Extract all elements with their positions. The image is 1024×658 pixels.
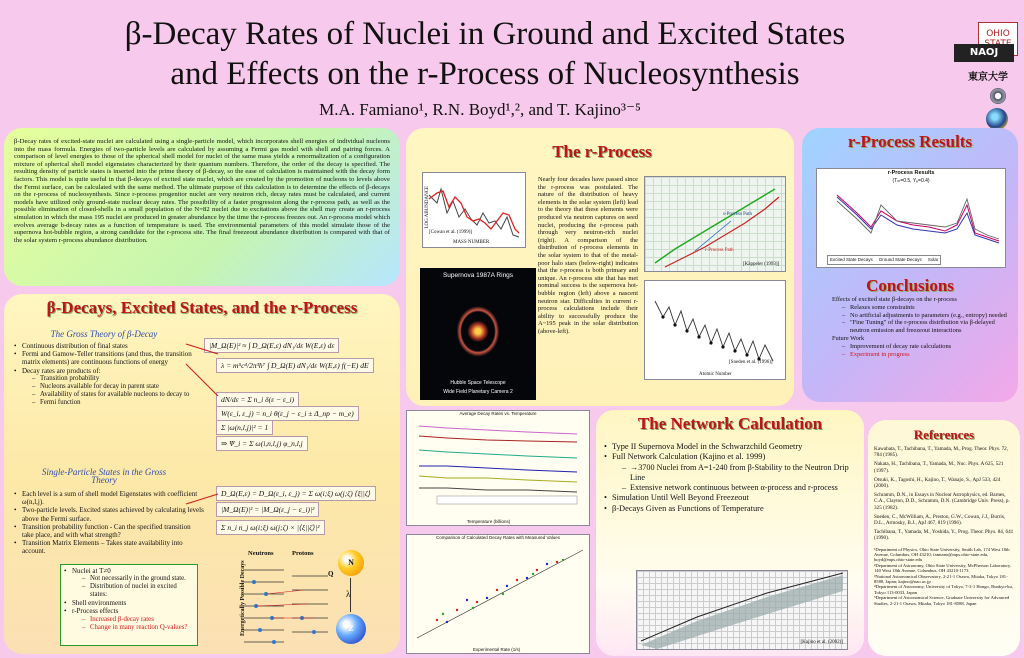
energy-level-diagram — [228, 550, 338, 650]
halo-caption: [Sneden et al. (1996)] — [729, 360, 773, 365]
halo-star-chart — [644, 280, 786, 380]
equation-wavefunction: ⇒ Ψ_i = Σ ω(i,n,l,j) φ_n,l,j — [216, 436, 308, 451]
equation-sum: Σ n_i n_j ω(i;ξ) ω(j;ζ) × |⟨ξ||ζ⟩|² — [216, 520, 325, 535]
abundance-xlabel: MASS NUMBER — [453, 240, 490, 245]
naoj-logo: NAOJ — [954, 44, 1014, 62]
references-list — [874, 446, 1014, 542]
list-item: • Transition probability function - Can the specified transition take place, and with what strength? — [14, 523, 204, 539]
tokyo-university-logo: 東京大学 — [968, 72, 1008, 83]
single-particle-list — [14, 490, 204, 556]
list-item: • Two-particle levels. Excited states achieved by calculating levels above the Fermi surface. — [14, 506, 204, 522]
conclusions-list: Effects of excited state β-decays on the r-process – Relaxes some constraints – No artificial adjustments to parameters (e.g., entropy) needed – "Fine Tuning" of the r-process distribution via β-delayed neutron emission and freezeout interactions Future Work – Improvement of decay rate calculations – Experiment in progress — [832, 296, 1012, 358]
list-item: • r-Process effects – Increased β-decay rates – Change in many reaction Q-values? — [64, 607, 194, 631]
legend-item: Excited State Decays — [830, 256, 873, 262]
z-nucleus-icon: Z — [336, 614, 366, 644]
decay-arrow-icon — [350, 578, 351, 612]
decay-rate-plot — [407, 416, 589, 516]
reference-item: Tachibana, T., Yamada, M., Yoshida, Y., Prog. Theor. Phys. 84, 641 (1990). — [874, 529, 1014, 542]
results-panel — [802, 128, 1018, 402]
list-item: – No artificial adjustments to parameters (e.g., entropy) needed — [842, 312, 1012, 320]
reference-item: Sneden, C., McWilliam, A., Preston, G.W., Cowan, J.J., Burris, D.L., Armosky, B.J., ApJ 467, 819 (1996). — [874, 513, 1006, 527]
equation-form-factor: D_Ω(E,ε) = D_Ω(ε_i, ε_j) = Σ ω(i;ξ) ω(j;ζ) ⟨ξ||ζ⟩ — [216, 486, 376, 501]
q-label: Q — [328, 570, 334, 578]
list-item: • Fermi and Gamow-Teller transitions (and thus, the transition matrix elements) are continuous functions of energy — [14, 350, 204, 366]
r-process-path-chart — [644, 176, 786, 272]
level-lines — [244, 560, 334, 650]
chart1-title: Average Decay Rates vs. Temperature — [459, 411, 537, 416]
scatter-plot — [407, 540, 589, 644]
equation-matrix-squared: |M_Ω(E)|² = |M_Ω(ε_j − ε_i)|² — [216, 502, 319, 517]
equation-normalization: Σ |ω(n,l,j)|² = 1 — [216, 420, 273, 435]
list-item: – Change in many reaction Q-values? — [82, 624, 194, 632]
network-list — [596, 438, 864, 518]
references-heading: References — [913, 427, 975, 442]
list-item: – Availability of states for available nucleons to decay to — [32, 391, 204, 399]
title-line-1: β-Decay Rates of Nuclei in Ground and Excited States — [124, 16, 846, 52]
lambda-label: λ — [346, 589, 351, 599]
title-line-2: and Effects on the r-Process of Nucleosynthesis — [170, 56, 800, 92]
affiliation-item: ⁵Department of Astronomical Science, Graduate University for Advanced Studies, 2-21-1 Osawa, Mitaka, Tokyo 181-8588, Japan — [874, 595, 1010, 606]
equation-density: dN/dε = Σ n_i δ(ε − ε_i) — [216, 392, 299, 407]
equation-transition: W(ε_i, ε_j) = n_i θ(ε_j − ε_i ± Δ_np − m_e) — [216, 406, 359, 421]
supernova-image — [420, 268, 536, 400]
path-caption: [Käppeler (1993)] — [743, 262, 780, 267]
legend-item: Ground State Decays — [878, 256, 922, 262]
r-process-panel — [406, 128, 794, 406]
single-particle-subheading: Single-Particle States in the Gross Theory — [41, 467, 167, 486]
reference-item: Kawabata, T., Tachibana, T., Yamada, M., Prog. Theor. Phys. 72, 784 (1985). — [874, 446, 1009, 459]
globe-emblem-icon — [986, 108, 1008, 130]
n-nucleus-icon: N — [338, 550, 364, 576]
list-item: – Not necessarily in the ground state. — [82, 575, 194, 583]
references-panel — [868, 420, 1020, 656]
list-item: – "Fine Tuning" of the r-process distribution via β-delayed neutron emission and freezeout interactions — [842, 319, 1012, 335]
list-item: • Each level is a sum of shell model Eigenstates with coefficient ω(n,l,j). — [14, 490, 204, 506]
equation-decay-rate: λ = m⁵c⁴/2π³ħ⁷ ∫ D_Ω(E) dN₁/dε W(E,ε) f(−E) dE — [216, 358, 374, 373]
supernova-caption: Hubble Space Telescope Wide Field Planetary Camera 2 — [443, 380, 513, 395]
list-item: – Distribution of nuclei in excited states: — [82, 583, 194, 599]
list-item: – Extensive network continuous between α-process and r-process — [622, 483, 856, 493]
list-item: – Improvement of decay rate calculations — [842, 343, 1012, 351]
decay-rate-temperature-chart — [406, 410, 590, 526]
list-item: • Nuclei at T≠0 – Not necessarily in the ground state. – Distribution of nuclei in excited states: — [64, 567, 194, 599]
list-item: – Transition probability — [32, 375, 204, 383]
list-item: • Continuous distribution of final states — [14, 342, 204, 350]
abstract-panel — [4, 128, 400, 286]
network-heading: The Network Calculation — [637, 414, 823, 433]
nuclide-chart — [636, 570, 848, 650]
poster-title — [40, 14, 930, 94]
protons-label: Protons — [292, 550, 314, 557]
abundance-caption: [Cowan et al. (1999)] — [429, 230, 473, 235]
diagram-ylabel: Energetically Possible Decays — [239, 560, 246, 637]
abstract-text: β-Decay rates of excited-state nuclei are calculated using a single-particle model, which incorporates shell energies of individual nucleons into the mass formula. Energies of two-particle levels are calculated by assuming a Fermi gas model with shell and pairing forces. A comparison of level energies to those of the spherical shell model for nuclei of the same mass yields a renormalization of a configuration mixture of spherical shell model eigenstates characterized by their quantum numbers. Therefore, the order of the decay is specified. The resulting density of particle states is inserted into the prime theory of β-decay, so the ease of calculation is maintained with the decay form factors. This model is quite useful in that β-decays of excited state nuclei, which are created by the promotion of nucleons to levels above the Fermi surface, can be calculated with the same method. The ultimate purpose of this calculation is to determine the effects of β-decays on the r-process of nucleosynthesis. Since r-process progenitor nuclei are very neutron rich, decay rates must be calculated, and current models have utilized only ground-state nuclear decay rates. The possibility of a faster progression along the r-process path, as well as the possible elimination of closed-shells in a small population of the N=82 nuclei due to excitations above the shell may create an r-process simulation in which the mass 195 nuclei are produced in greater abundance by the time the r-process freezes out. An r-process model which evolves average b-decay rates as a function of temperature is used. The environmental parameters of this model simulate those of the supernova hot-bubble region, a strong candidate for the r-process site. The final freezeout abundance distribution is compared with that of the solar system r-process abundance distribution. — [14, 138, 390, 244]
list-item: – Increased β-decay rates — [82, 616, 194, 624]
list-item: – Relaxes some constraints — [842, 304, 1012, 312]
r-process-text: Nearly four decades have passed since the r-process was postulated. The nature of the distribution of heavy elements in the solar system (left) lead to the theory that these elements were produced via neutron captures on seed nuclei, producing the r-process path through very neutron-rich nuclei (right). A comparison of the distribution of r-process elements in the solar system to that of the metal-poor halo stars (below-right) indicates that the r-process is both primary and unique. An r-process site that has met nominal success is the supernova hot-bubble region (left) above a nascent neutron star. Difficulties in current r-process calculations include their ability to successfully produce the A~195 peak in the solar distribution (above-left). — [538, 176, 638, 335]
r-process-heading: The r-Process — [552, 142, 652, 161]
list-item: • Shell environments — [64, 599, 194, 607]
r-process-label: r-Process Path — [705, 248, 734, 253]
author-list: M.A. Famiano¹, R.N. Boyd¹,², and T. Kajino³⁻⁵ — [319, 100, 641, 119]
reference-item: Nakata, H., Tachibana, T., Yamada, M., Nuc. Phys. A 625, 521 (1997). — [874, 461, 1004, 474]
s-process-label: s-Process Path — [723, 212, 753, 217]
list-item: • Decay rates are products of: – Transition probability – Nucleons available for decay in parent state – Availability of states for available nucleons to decay to – Fermi function — [14, 367, 204, 407]
results-chart-title: r-Process Results — [887, 170, 935, 176]
solar-abundance-chart — [422, 172, 526, 248]
affiliations-list — [874, 547, 1014, 606]
conclusions-heading: Conclusions — [866, 276, 954, 295]
results-chart — [816, 168, 1006, 268]
affiliation-item: ²Department of Astronomy, Ohio State University, McPherson Laboratory, 140 West 18th Avenue, Columbus, OH 43210-1173 — [874, 562, 1011, 574]
list-item: • β-Decays Given as Functions of Temperature — [604, 504, 856, 514]
results-plot — [817, 185, 1005, 255]
arrow-lines — [184, 334, 224, 514]
results-heading: r-Process Results — [847, 132, 973, 151]
supernova-title: Supernova 1987A Rings — [442, 272, 514, 279]
list-item: – Fermi function — [32, 399, 204, 407]
legend-item: Solar — [927, 256, 939, 262]
affiliation-item: ⁴Department of Astronomy, University of Tokyo, 7-3-1 Hongo, Bunkyo-ku, Tokyo 113-0033, Japan — [874, 584, 1013, 595]
chart2-title: Comparison of Calculated Decay Rates with Measured Values — [436, 535, 560, 540]
list-item: – Experiment in progress — [842, 351, 1012, 359]
list-item: • Transition Matrix Elements – Takes state availability into account. — [14, 539, 204, 555]
abundance-ylabel: LOG ABUNDANCE — [424, 185, 430, 229]
neutrons-label: Neutrons — [248, 550, 274, 557]
rate-comparison-chart — [406, 534, 590, 654]
decays-panel — [4, 294, 400, 654]
list-item: • Simulation Until Well Beyond Freezeout — [604, 493, 856, 503]
chart3-caption: [Kajino et al. (2002)] — [800, 639, 843, 645]
gear-emblem-icon — [990, 88, 1006, 104]
list-item: • Type II Supernova Model in the Schwarzchild Geometry — [604, 442, 856, 452]
reference-item: Otsuki, K., Tagoshi, H., Kajino, T., Wanajo, S., ApJ 533, 424 (2000). — [874, 476, 1001, 490]
chart1-xlabel: Temperature (billions) — [467, 519, 511, 524]
list-item: • Full Network Calculation (Kajino et al. 1999) – →3700 Nuclei from A=1-240 from β-Stability to the Neutron Drip Line – Extensive network continuous between α-process and r-process — [604, 452, 856, 493]
gross-theory-list — [14, 342, 204, 407]
gross-theory-subheading: The Gross Theory of β-Decay — [50, 329, 158, 339]
affiliation-item: ¹Department of Physics, Ohio State University, Smith Lab, 174 West 18th Avenue, Columbus, OH 43210; famiano@mps.ohio-state.edu, boyd@mps.ohio-state.edu — [874, 546, 1010, 563]
path-plot — [645, 177, 785, 271]
results-chart-subtitle: (Tₘ=0.5, Yₑ=0.4) — [892, 178, 930, 185]
nucleus-diagram — [330, 550, 378, 646]
summary-box — [60, 564, 198, 646]
chart2-xlabel: Experimental Rate (1/s) — [473, 647, 521, 652]
network-panel — [596, 410, 864, 656]
nuclide-plot — [637, 571, 847, 649]
list-item: – Nucleons available for decay in parent state — [32, 383, 204, 391]
results-legend — [827, 255, 941, 265]
equation-matrix-element: |M_Ω(E)|² ≈ ∫ D_Ω(E,ε) dN₁/dε W(E,ε) dε — [204, 338, 339, 353]
list-item: – →3700 Nuclei from A=1-240 from β-Stability to the Neutron Drip Line — [622, 463, 856, 483]
ohio-state-logo: OHIO — [978, 22, 1018, 56]
decays-heading: β-Decays, Excited States, and the r-Process — [46, 298, 358, 317]
halo-xlabel: Atomic Number — [699, 372, 732, 377]
affiliation-item: ³National Astronomical Observatory, 2-21-1 Osawa, Mitaka, Tokyo 181-8588, Japan; kajino@nao.ac.jp — [874, 573, 1008, 585]
reference-item: Schramm, D.N., in Essays in Nuclear Astrophysics, ed. Barnes, C.A., Clayton, D.D., Schramm, D.N. (Cambridge Univ. Press), p. 325 (1982). — [874, 492, 1010, 511]
